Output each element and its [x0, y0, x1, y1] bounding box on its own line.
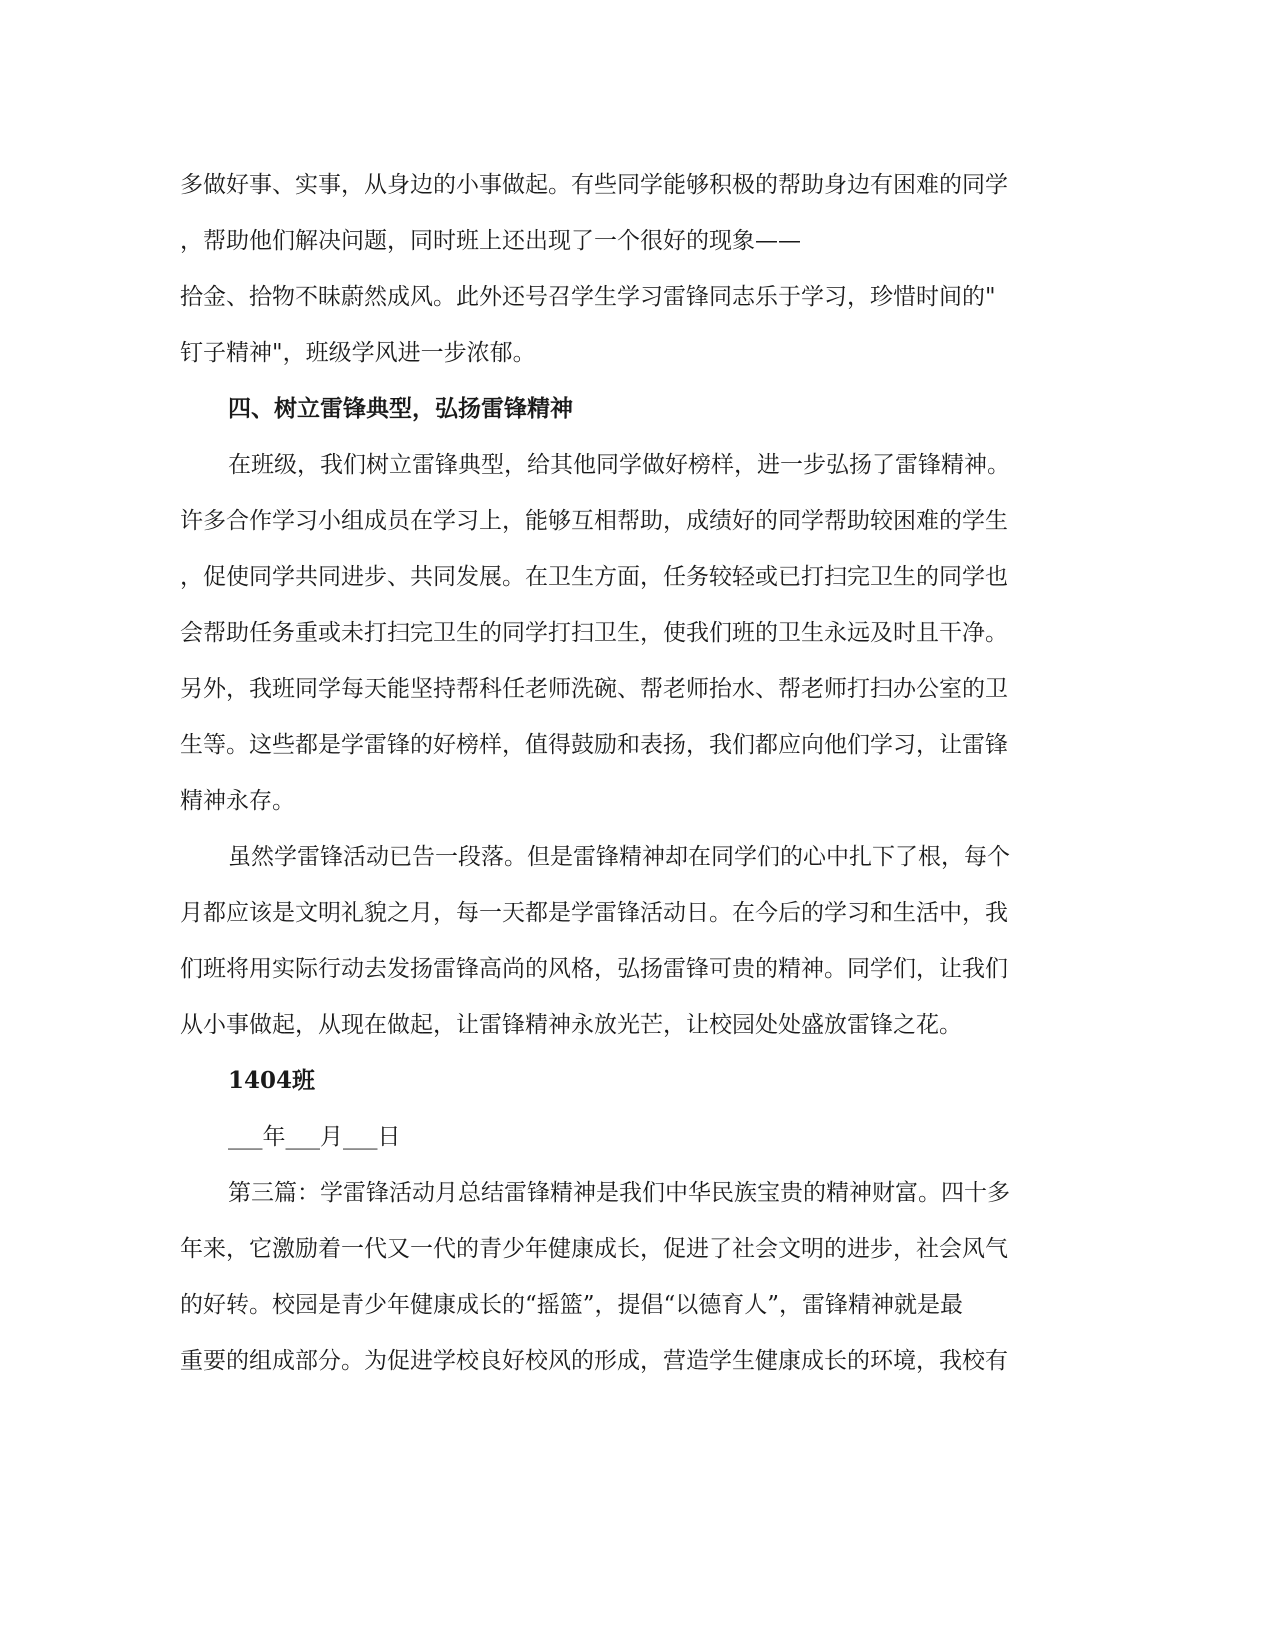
- paragraph-line: [0, 503, 1275, 539]
- date-text: ___年___月___日: [228, 1124, 401, 1150]
- paragraph-line: [0, 839, 1275, 875]
- text-line: 从小事做起，从现在做起，让雷锋精神永放光芒，让校园处处盛放雷锋之花。: [180, 1012, 962, 1038]
- text-line: 钉子精神"，班级学风进一步浓郁。: [180, 340, 536, 366]
- paragraph-line: [0, 1287, 1275, 1323]
- section-heading: [0, 391, 1275, 427]
- paragraph-line: [0, 895, 1275, 931]
- paragraph-line: [0, 335, 1275, 371]
- paragraph-line: [0, 1175, 1275, 1211]
- text-line: 第三篇：学雷锋活动月总结雷锋精神是我们中华民族宝贵的精神财富。四十多: [228, 1180, 1010, 1206]
- text-line: 生等。这些都是学雷锋的好榜样，值得鼓励和表扬，我们都应向他们学习，让雷锋: [180, 732, 1008, 758]
- paragraph-line: [0, 279, 1275, 315]
- text-line: ，促使同学共同进步、共同发展。在卫生方面，任务较轻或已打扫完卫生的同学也: [180, 564, 1008, 590]
- text-line: 许多合作学习小组成员在学习上，能够互相帮助，成绩好的同学帮助较困难的学生: [180, 508, 1008, 534]
- text-line: 拾金、拾物不昧蔚然成风。此外还号召学生学习雷锋同志乐于学习，珍惜时间的": [180, 284, 996, 310]
- text-line: 月都应该是文明礼貌之月，每一天都是学雷锋活动日。在今后的学习和生活中，我: [180, 900, 1008, 926]
- class-signature-text: 1404班: [228, 1067, 316, 1094]
- text-line: 多做好事、实事，从身边的小事做起。有些同学能够积极的帮助身边有困难的同学: [180, 172, 1008, 198]
- paragraph-line: [0, 615, 1275, 651]
- paragraph-line: [0, 223, 1275, 259]
- paragraph-line: [0, 167, 1275, 203]
- section-heading-text: 四、树立雷锋典型，弘扬雷锋精神: [228, 395, 573, 422]
- paragraph-line: [0, 1343, 1275, 1379]
- text-line: 年来，它激励着一代又一代的青少年健康成长，促进了社会文明的进步，社会风气: [180, 1236, 1008, 1262]
- paragraph-line: [0, 447, 1275, 483]
- paragraph-line: [0, 951, 1275, 987]
- text-line: 另外，我班同学每天能坚持帮科任老师洗碗、帮老师抬水、帮老师打扫办公室的卫: [180, 676, 1008, 702]
- paragraph-line: [0, 1007, 1275, 1043]
- class-signature: [0, 1063, 1275, 1099]
- paragraph-line: [0, 783, 1275, 819]
- text-line: 重要的组成部分。为促进学校良好校风的形成，营造学生健康成长的环境，我校有: [180, 1348, 1008, 1374]
- text-line: 们班将用实际行动去发扬雷锋高尚的风格，弘扬雷锋可贵的精神。同学们，让我们: [180, 956, 1008, 982]
- paragraph-line: [0, 1231, 1275, 1267]
- date-line: [0, 1119, 1275, 1155]
- text-line: 的好转。校园是青少年健康成长的“摇篮”，提倡“以德育人”，雷锋精神就是最: [180, 1292, 964, 1318]
- paragraph-line: [0, 559, 1275, 595]
- text-line: 虽然学雷锋活动已告一段落。但是雷锋精神却在同学们的心中扎下了根，每个: [228, 844, 1010, 870]
- text-line: ，帮助他们解决问题，同时班上还出现了一个很好的现象——: [180, 228, 801, 254]
- text-line: 会帮助任务重或未打扫完卫生的同学打扫卫生，使我们班的卫生永远及时且干净。: [180, 620, 1008, 646]
- paragraph-line: [0, 671, 1275, 707]
- text-line: 精神永存。: [180, 788, 295, 814]
- paragraph-line: [0, 727, 1275, 763]
- text-line: 在班级，我们树立雷锋典型，给其他同学做好榜样，进一步弘扬了雷锋精神。: [228, 452, 1010, 478]
